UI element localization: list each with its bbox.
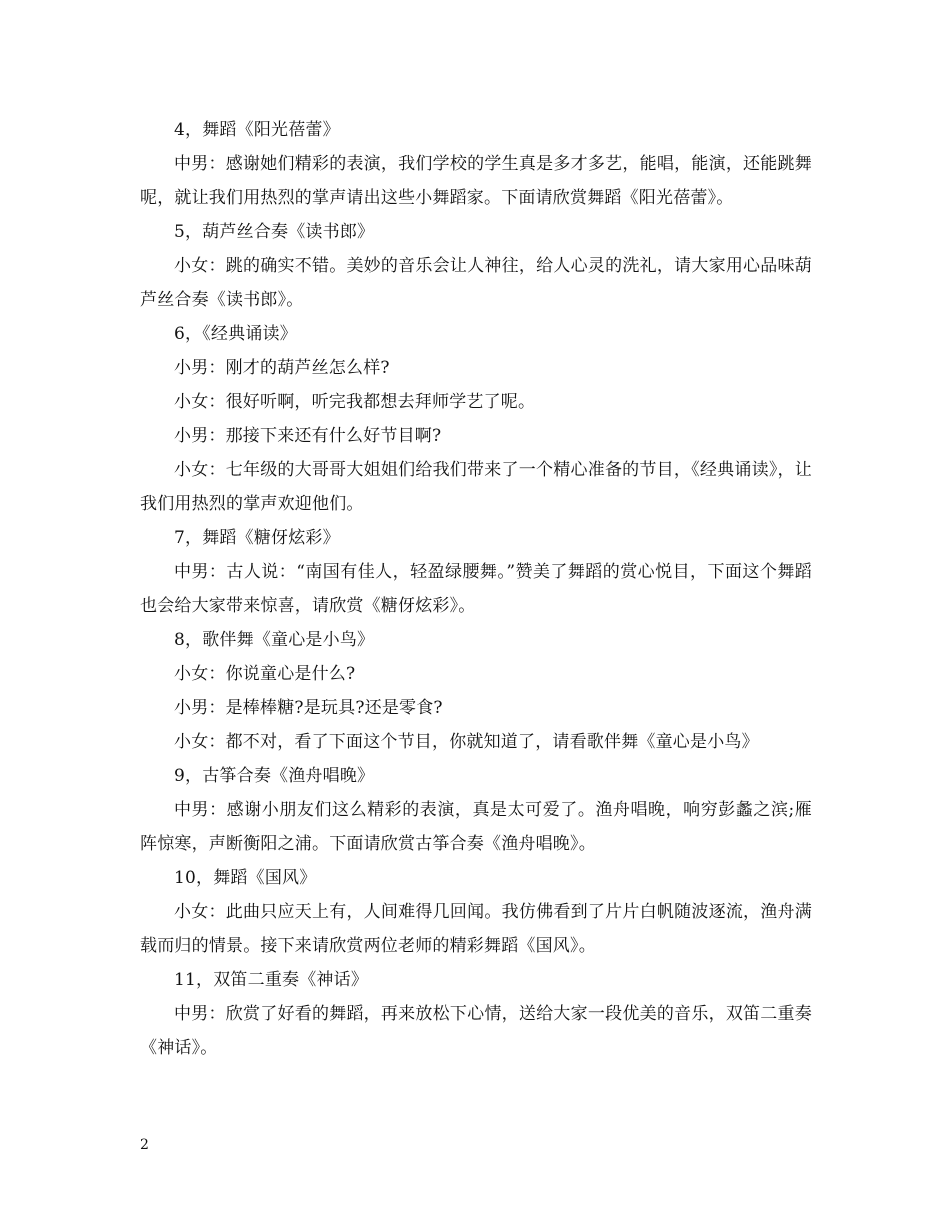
dialogue-paragraph: 小女：很好听啊，听完我都想去拜师学艺了呢。 xyxy=(174,392,536,412)
program-heading-6: 6，《经典诵读》 xyxy=(174,324,297,344)
program-heading-7: 7，舞蹈《糖伢炫彩》 xyxy=(174,528,340,548)
program-heading-9: 9，古筝合奏《渔舟唱晚》 xyxy=(174,766,375,786)
document-body xyxy=(140,113,812,1065)
dialogue-paragraph: 小男：是棒棒糖?是玩具?还是零食? xyxy=(174,698,443,718)
dialogue-paragraph: 小女：你说童心是什么? xyxy=(174,664,356,684)
program-heading-8: 8，歌伴舞《童心是小鸟》 xyxy=(174,630,375,650)
dialogue-paragraph: 小男：刚才的葫芦丝怎么样? xyxy=(174,358,390,378)
dialogue-paragraph: 中男：感谢小朋友们这么精彩的表演，真是太可爱了。渔舟唱晚，响穷彭蠡之滨;雁阵惊寒，声断衡阳之浦。下面请欣赏古筝合奏《渔舟唱晚》。 xyxy=(140,800,812,854)
dialogue-paragraph: 小男：那接下来还有什么好节目啊? xyxy=(174,426,442,446)
page-number: 2 xyxy=(140,1137,149,1153)
dialogue-paragraph: 小女：此曲只应天上有，人间难得几回闻。我仿佛看到了片片白帆随波逐流，渔舟满载而归的情景。接下来请欣赏两位老师的精彩舞蹈《国风》。 xyxy=(140,902,812,956)
dialogue-paragraph: 中男：欣赏了好看的舞蹈，再来放松下心情，送给大家一段优美的音乐，双笛二重奏《神话》。 xyxy=(140,1004,812,1058)
dialogue-paragraph: 中男：感谢她们精彩的表演，我们学校的学生真是多才多艺，能唱，能演，还能跳舞呢，就让我们用热烈的掌声请出这些小舞蹈家。下面请欣赏舞蹈《阳光蓓蕾》。 xyxy=(140,154,812,208)
dialogue-paragraph: 小女：七年级的大哥哥大姐姐们给我们带来了一个精心准备的节目，《经典诵读》，让我们用热烈的掌声欢迎他们。 xyxy=(140,460,812,514)
program-heading-10: 10，舞蹈《国风》 xyxy=(174,868,317,888)
program-heading-5: 5，葫芦丝合奏《读书郎》 xyxy=(174,222,375,242)
dialogue-paragraph: 中男：古人说：“南国有佳人，轻盈绿腰舞。”赞美了舞蹈的赏心悦目，下面这个舞蹈也会给大家带来惊喜，请欣赏《糖伢炫彩》。 xyxy=(140,562,812,616)
dialogue-paragraph: 小女：跳的确实不错。美妙的音乐会让人神往，给人心灵的洗礼，请大家用心品味葫芦丝合奏《读书郎》。 xyxy=(140,256,812,310)
program-heading-4: 4，舞蹈《阳光蓓蕾》 xyxy=(174,120,340,140)
dialogue-paragraph: 小女：都不对，看了下面这个节目，你就知道了，请看歌伴舞《童心是小鸟》 xyxy=(174,732,759,752)
program-heading-11: 11，双笛二重奏《神话》 xyxy=(174,970,369,990)
